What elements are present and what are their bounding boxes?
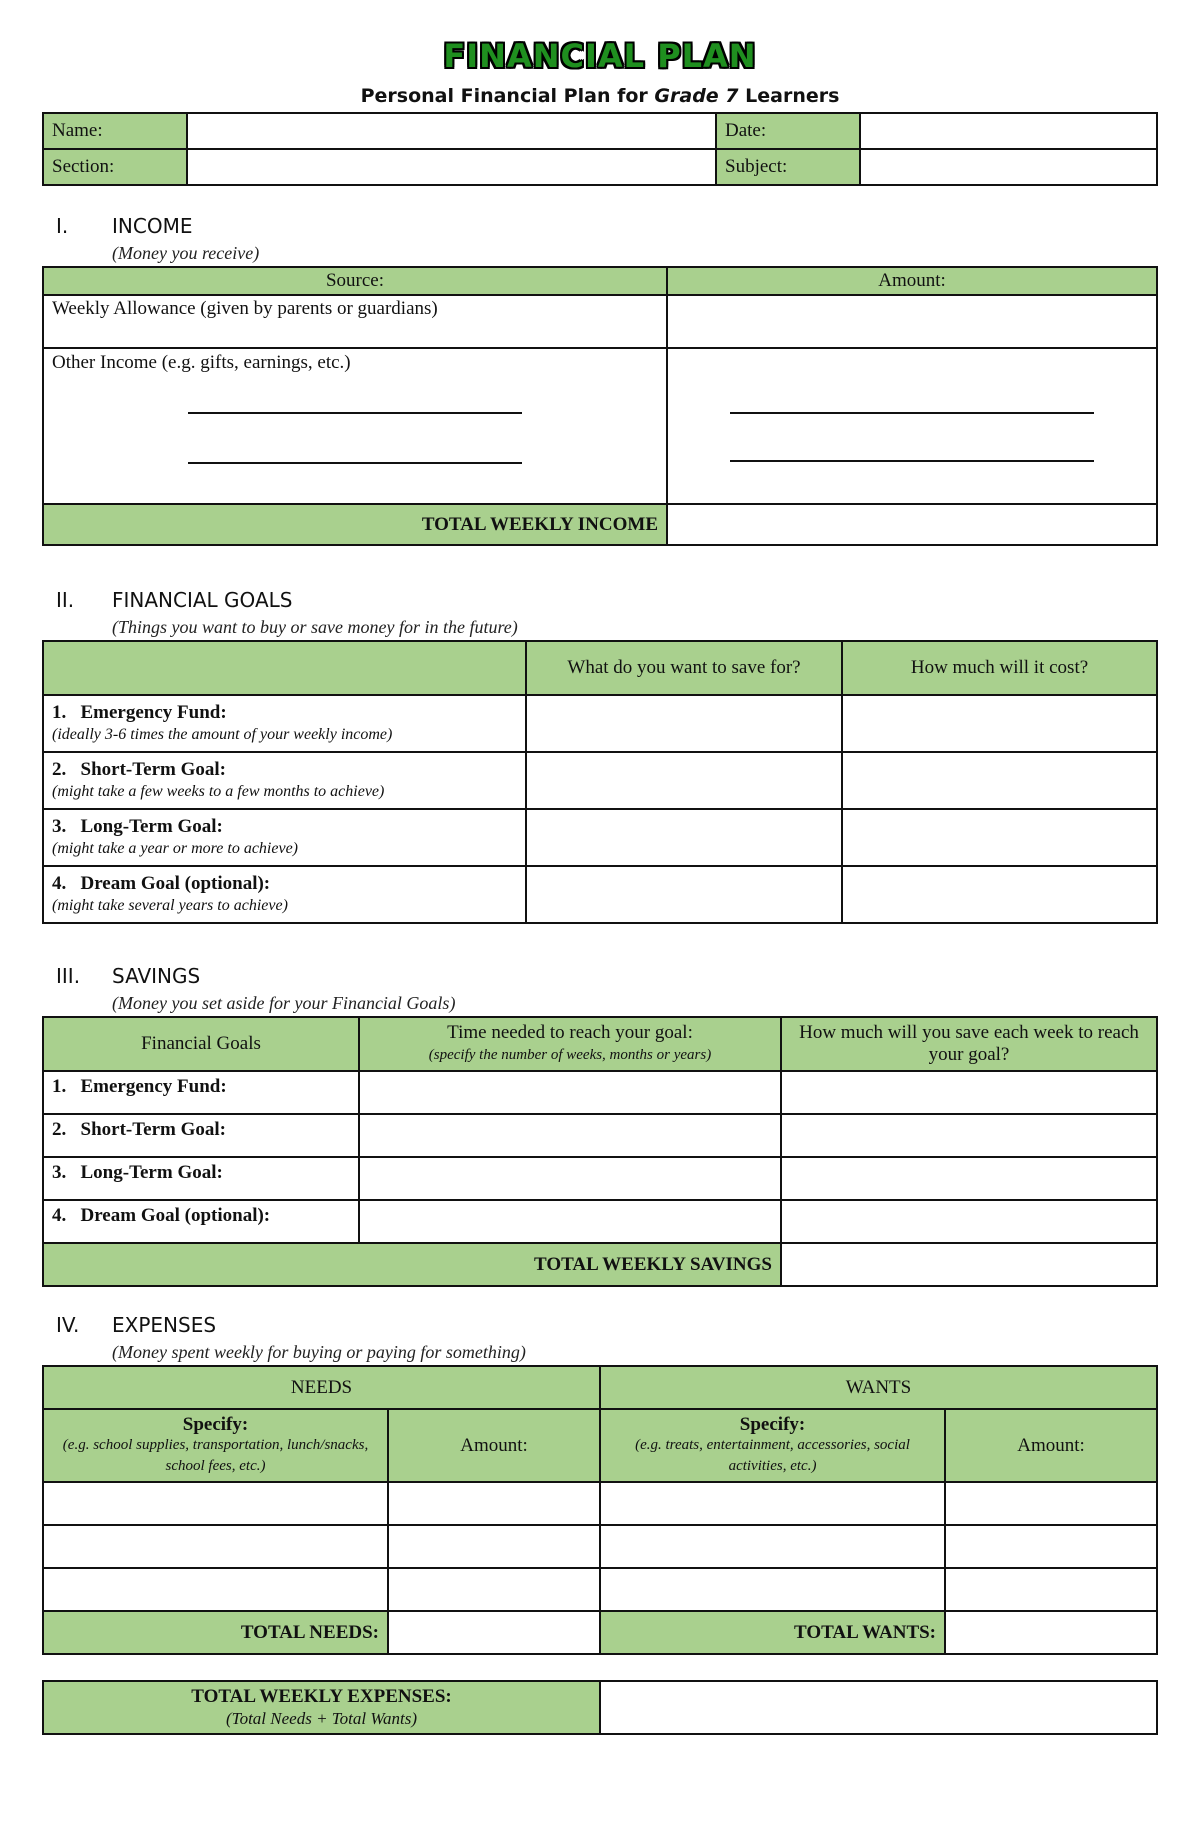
financial-plan-page [42,36,1158,1735]
goals-note: (Things you want to buy or save money for in the future) [112,617,518,637]
total-wants-field[interactable] [945,1611,1157,1654]
needs-amount-1[interactable] [388,1482,600,1525]
savings-row-1-label: 1. Emergency Fund: [43,1071,359,1114]
income-other-amount-line-1[interactable] [730,412,1094,414]
goal-desc: (might take a few weeks to a few months to achieve) [52,782,385,800]
total-weekly-savings-label: TOTAL WEEKLY SAVINGS [43,1243,781,1286]
expenses-table [42,1365,1158,1655]
income-other-amount-cell [667,348,1157,504]
income-table [42,266,1158,546]
needs-amount-2[interactable] [388,1525,600,1568]
wants-specify-label: Specify: [739,1414,806,1435]
wants-specify-header [600,1409,945,1482]
total-expenses-table [42,1680,1158,1735]
income-allowance-amount[interactable] [667,295,1157,348]
wants-item-1[interactable] [600,1482,945,1525]
savings-row-2-weekly[interactable] [781,1114,1157,1157]
subtitle-grade: Grade 7 [654,85,739,107]
total-needs-field[interactable] [388,1611,600,1654]
expenses-number: IV. [56,1313,80,1337]
total-needs-label: TOTAL NEEDS: [43,1611,388,1654]
needs-header: NEEDS [43,1366,600,1409]
needs-specify-label: Specify: [182,1414,249,1435]
savings-title: SAVINGS [112,964,201,988]
goal-label: 2. Short-Term Goal: [52,758,226,780]
savings-table [42,1016,1158,1287]
needs-item-1[interactable] [43,1482,388,1525]
wants-amount-2[interactable] [945,1525,1157,1568]
goals-table [42,640,1158,924]
wants-amount-1[interactable] [945,1482,1157,1525]
goal-row-4-label [43,866,526,923]
needs-item-3[interactable] [43,1568,388,1611]
goal-row-2-what[interactable] [526,752,842,809]
goal-row-1-what[interactable] [526,695,842,752]
savings-row-3-weekly[interactable] [781,1157,1157,1200]
name-field[interactable] [187,113,716,149]
income-number: I. [56,214,69,238]
income-source-header: Source: [43,267,667,295]
income-heading [42,212,1158,240]
wants-header: WANTS [600,1366,1157,1409]
goals-number: II. [56,588,75,612]
section-field[interactable] [187,149,716,185]
wants-item-3[interactable] [600,1568,945,1611]
goal-row-1-cost[interactable] [842,695,1157,752]
income-other-line-1[interactable] [188,412,522,414]
savings-row-3-label: 3. Long-Term Goal: [43,1157,359,1200]
goal-desc: (ideally 3-6 times the amount of your weekly income) [52,725,393,743]
income-other-line-2[interactable] [188,462,522,464]
goal-row-3-what[interactable] [526,809,842,866]
savings-row-3-time[interactable] [359,1157,781,1200]
wants-amount-header: Amount: [945,1409,1157,1482]
savings-row-1-weekly[interactable] [781,1071,1157,1114]
subtitle-suffix: Learners [738,85,840,107]
savings-row-4-label: 4. Dream Goal (optional): [43,1200,359,1243]
subject-label: Subject: [716,149,860,185]
expenses-heading [42,1311,1158,1339]
total-weekly-expenses-note: (Total Needs + Total Wants) [226,1708,417,1728]
savings-time-label: Time needed to reach your goal: [447,1022,693,1043]
section-label: Section: [43,149,187,185]
savings-row-4-time[interactable] [359,1200,781,1243]
total-weekly-expenses-label: TOTAL WEEKLY EXPENSES: [191,1685,452,1707]
goals-corner-header [43,641,526,695]
goal-row-2-label [43,752,526,809]
income-other-label: Other Income (e.g. gifts, earnings, etc.) [52,352,351,373]
page-subtitle [42,82,1158,110]
savings-time-header [359,1017,781,1071]
income-allowance-label: Weekly Allowance (given by parents or guardians) [43,295,667,348]
needs-specify-header [43,1409,388,1482]
goals-what-header: What do you want to save for? [526,641,842,695]
goal-row-4-cost[interactable] [842,866,1157,923]
total-wants-label: TOTAL WANTS: [600,1611,945,1654]
date-label: Date: [716,113,860,149]
goal-row-3-cost[interactable] [842,809,1157,866]
goal-label: 4. Dream Goal (optional): [52,872,271,894]
expenses-note: (Money spent weekly for buying or paying for something) [112,1342,526,1362]
savings-row-2-label: 2. Short-Term Goal: [43,1114,359,1157]
savings-heading [42,962,1158,990]
income-amount-header: Amount: [667,267,1157,295]
goal-row-3-label [43,809,526,866]
name-label: Name: [43,113,187,149]
savings-goals-header: Financial Goals [43,1017,359,1071]
total-weekly-income-label: TOTAL WEEKLY INCOME [43,504,667,545]
date-field[interactable] [860,113,1157,149]
goal-label: 3. Long-Term Goal: [52,815,223,837]
expenses-title: EXPENSES [112,1313,217,1337]
wants-item-2[interactable] [600,1525,945,1568]
total-weekly-expenses-cell [43,1681,600,1734]
goals-title: FINANCIAL GOALS [112,588,293,612]
needs-amount-3[interactable] [388,1568,600,1611]
info-table [42,112,1158,186]
goal-row-4-what[interactable] [526,866,842,923]
savings-note: (Money you set aside for your Financial Goals) [112,993,456,1013]
savings-row-2-time[interactable] [359,1114,781,1157]
wants-amount-3[interactable] [945,1568,1157,1611]
goal-desc: (might take a year or more to achieve) [52,839,298,857]
savings-weekly-header: How much will you save each week to reach your goal? [781,1017,1157,1071]
savings-row-1-time[interactable] [359,1071,781,1114]
income-title: INCOME [112,214,193,238]
total-weekly-income-field[interactable] [667,504,1157,545]
income-other-amount-line-2[interactable] [730,460,1094,462]
income-other-cell [43,348,667,504]
total-weekly-expenses-field[interactable] [600,1681,1157,1734]
needs-example: (e.g. school supplies, transportation, lunch/snacks, school fees, etc.) [62,1437,369,1474]
goals-heading [42,586,1158,614]
savings-time-note: (specify the number of weeks, months or years) [428,1047,712,1063]
total-weekly-savings-field[interactable] [781,1243,1157,1286]
goal-label: 1. Emergency Fund: [52,701,227,723]
needs-item-2[interactable] [43,1525,388,1568]
goal-row-2-cost[interactable] [842,752,1157,809]
subtitle-prefix: Personal Financial Plan for [360,85,655,107]
subject-field[interactable] [860,149,1157,185]
wants-example: (e.g. treats, entertainment, accessories, social activities, etc.) [635,1437,910,1474]
page-title: FINANCIAL PLAN [443,37,757,75]
goal-desc: (might take several years to achieve) [52,896,288,914]
goal-row-1-label [43,695,526,752]
needs-amount-header: Amount: [388,1409,600,1482]
savings-number: III. [56,964,81,988]
savings-row-4-weekly[interactable] [781,1200,1157,1243]
goals-cost-header: How much will it cost? [842,641,1157,695]
income-note: (Money you receive) [112,243,260,263]
